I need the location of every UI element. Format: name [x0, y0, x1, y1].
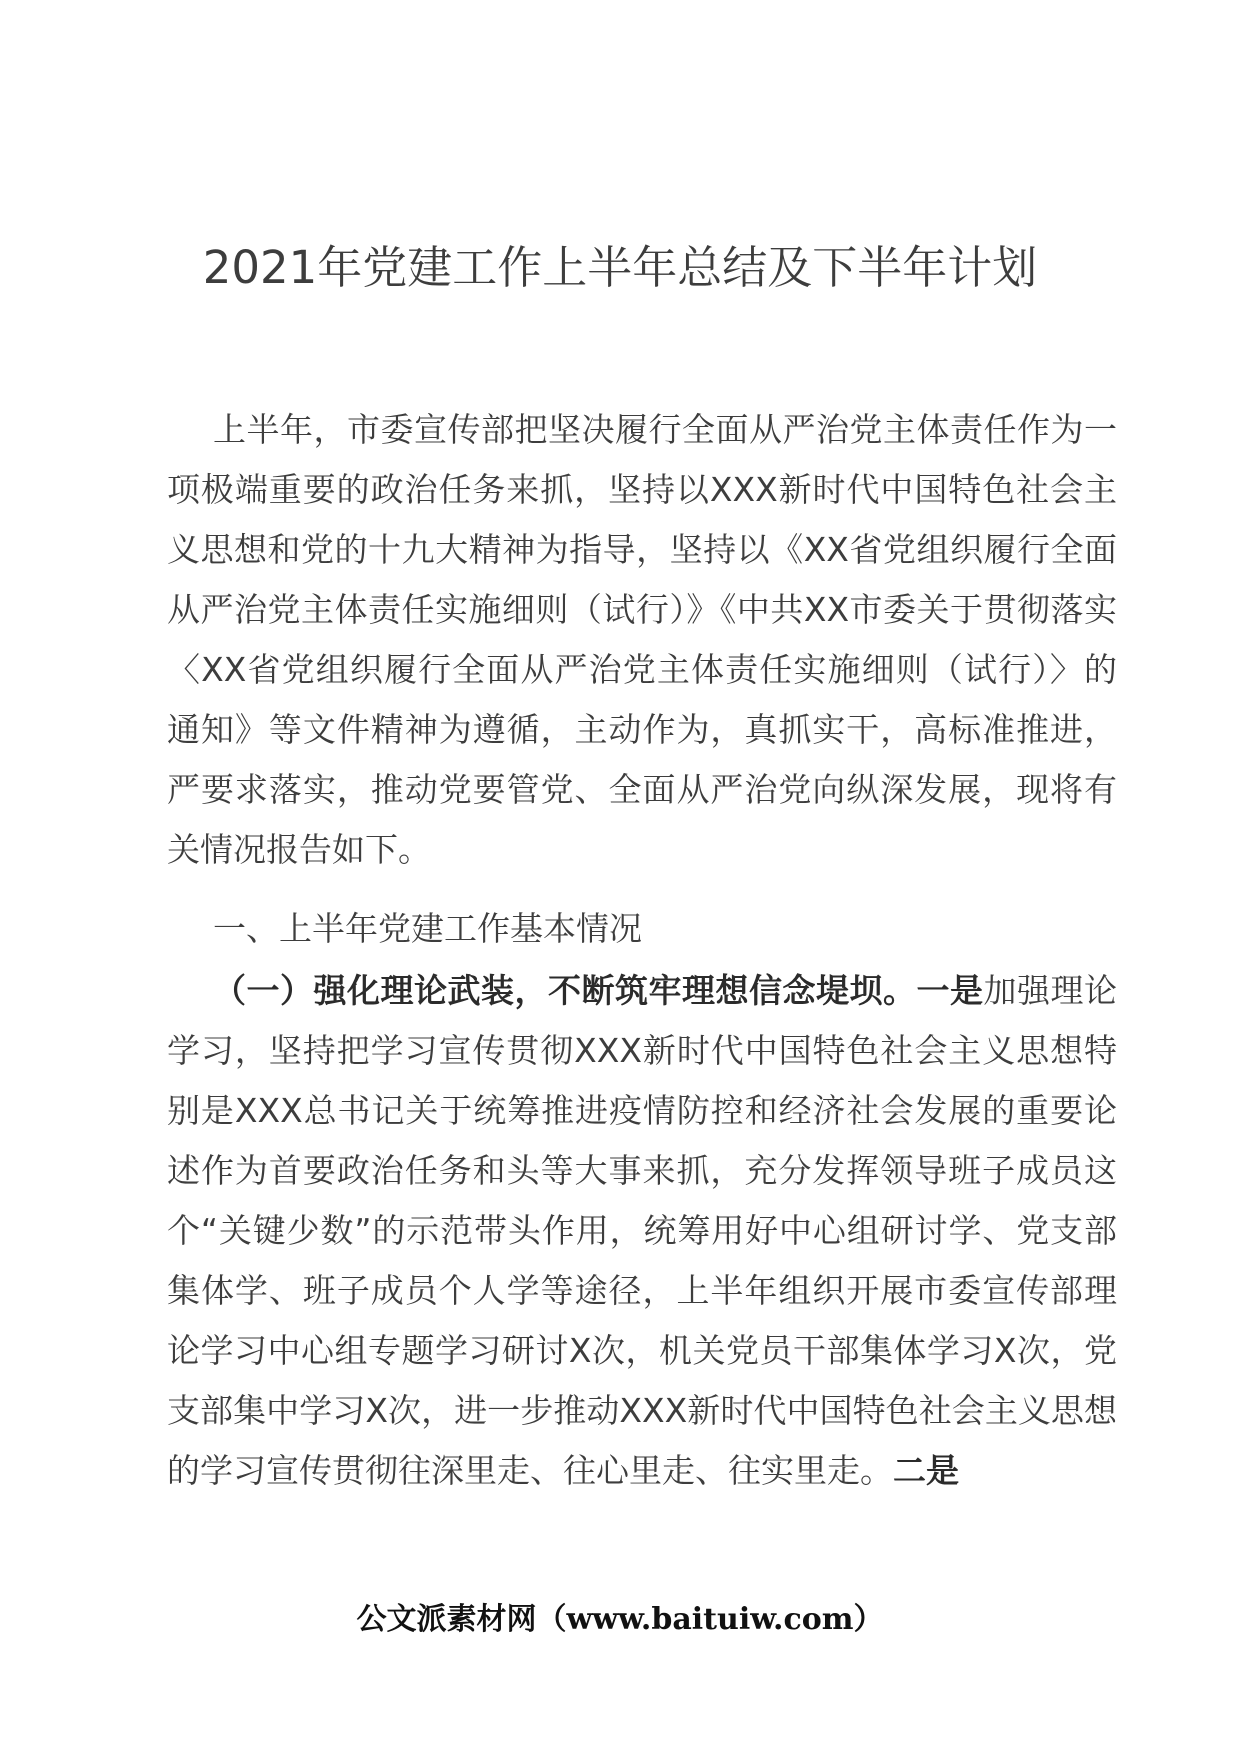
paragraph-one-text: 加强理论学习，坚持把学习宣传贯彻XXX新时代中国特色社会主义思想特别是XXX总书记关于统筹推进疫情防控和经济社会发展的重要论述作为首要政治任务和头等大事来抓，充分发挥领导班子成员这个“关键少数”的示范带头作用，统筹用好中心组研讨学、党支部集体学、班子成员个人学等途径，上半年组织开展市委宣传部理论学习中心组专题学习研讨X次，机关党员干部集体学习X次，党支部集中学习X次，进一步推动XXX新时代中国特色社会主义思想的学习宣传贯彻往深里走、往心里走、往实里走。 [167, 971, 1117, 1490]
intro-paragraph: 上半年，市委宣传部把坚决履行全面从严治党主体责任作为一项极端重要的政治任务来抓，坚持以XXX新时代中国特色社会主义思想和党的十九大精神为指导，坚持以《XX省党组织履行全面从严治党主体责任实施细则（试行）》《中共XX市委关于贯彻落实〈XX省党组织履行全面从严治党主体责任实施细则（试行）〉的通知》等文件精神为遵循，主动作为，真抓实干，高标准推进，严要求落实，推动党要管党、全面从严治党向纵深发展，现将有关情况报告如下。 [167, 410, 1117, 869]
paragraph-one-bold-lead: （一）强化理论武装，不断筑牢理想信念堤坝。一是 [213, 971, 984, 1010]
footer-watermark: 公文派素材网（www.baituiw.com） [356, 1602, 884, 1637]
paragraph-one [167, 961, 1117, 1501]
section-heading: 一、上半年党建工作基本情况 [213, 909, 642, 948]
page-title: 2021年党建工作上半年总结及下半年计划 [202, 241, 1038, 294]
paragraph-one-bold-tail: 二是 [893, 1451, 959, 1490]
